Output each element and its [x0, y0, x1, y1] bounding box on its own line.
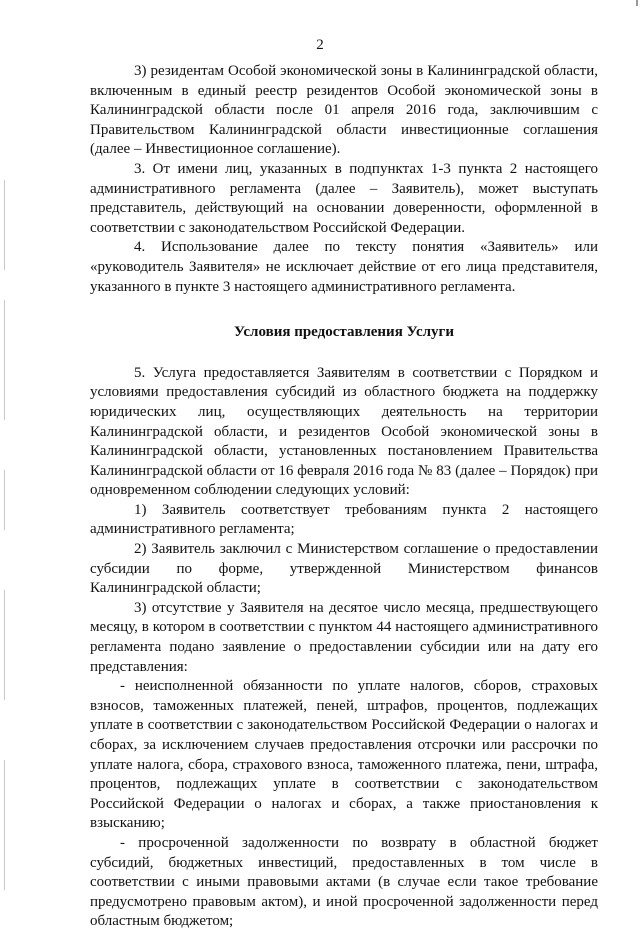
scan-margin-line [4, 470, 5, 530]
dash-item-budget-debt: - просроченной задолженности по возврату в областной бюджет субсидий, бюджетных инвестиций, предоставленных в том числе в соответствии с иными правовыми актами (в случае если такое требование предусмотрено правовым актом), и иной просроченной задолженности перед областным бюджетом; [90, 834, 598, 930]
page-number: 2 [316, 37, 324, 53]
scan-margin-line [4, 300, 5, 420]
condition-item-3: 3) отсутствие у Заявителя на десятое число месяца, предшествующего месяцу, в котором в соответствии с пунктом 44 настоящего административного регламента подано заявление о предоставлении субсидии или на дату его представления: [90, 599, 598, 675]
paragraph-clause-4: 4. Использование далее по тексту понятия «Заявитель» или «руководитель Заявителя» не исключает действие от его лица представителя, указанного в пункте 3 настоящего административного регламента. [90, 239, 598, 295]
scan-margin-line [4, 590, 5, 700]
paragraph-clause-3: 3. От имени лиц, указанных в подпунктах 1-3 пункта 2 настоящего административного регламента (далее – Заявитель), может выступать представитель, действующий на основании доверенности, оформленной в соответствии с законодательством Российской Федерации. [90, 160, 598, 236]
document-body [90, 62, 598, 932]
section-heading: Условия предоставления Услуги [234, 324, 454, 341]
dash-item-tax-debt: - неисполненной обязанности по уплате налогов, сборов, страховых взносов, таможенных платежей, пеней, штрафов, процентов, подлежащих уплате в соответствии с законодательством Российской Федерации о налогах и сборах, за исключением случаев предоставления отсрочки или рассрочки по уплате налога, сбора, страхового взноса, таможенного платежа, пени, штрафа, процентов, подлежащих уплате в соответствии с законодательством Российской Федерации о налогах и сборах, а также приостановления к взысканию; [90, 678, 598, 832]
scan-mark [636, 0, 638, 6]
paragraph-item-3: 3) резидентам Особой экономической зоны в Калининградской области, включенным в единый реестр резидентов Особой экономической зоны в Калининградской области после 01 апреля 2016 года, заключившим с Правительством Калининградской области инвестиционные соглашения (далее – Инвестиционное соглашение). [90, 63, 598, 158]
condition-item-2: 2) Заявитель заключил с Министерством соглашение о предоставлении субсидии по форме, утвержденной Министерством финансов Калининградской области; [90, 541, 598, 597]
scan-margin-line [4, 760, 5, 890]
paragraph-clause-5: 5. Услуга предоставляется Заявителям в соответствии с Порядком и условиями предоставления субсидий из областного бюджета на поддержку юридических лиц, осуществляющих деятельность на территории Калининградской области, и резидентов Особой экономической зоны в Калининградской области, установленных постановлением Правительства Калининградской области от 16 февраля 2016 года № 83 (далее – Порядок) при одновременном соблюдении следующих условий: [90, 364, 598, 499]
scan-margin-line [4, 180, 5, 270]
condition-item-1: 1) Заявитель соответствует требованиям пункта 2 настоящего административного регламента; [90, 501, 598, 538]
